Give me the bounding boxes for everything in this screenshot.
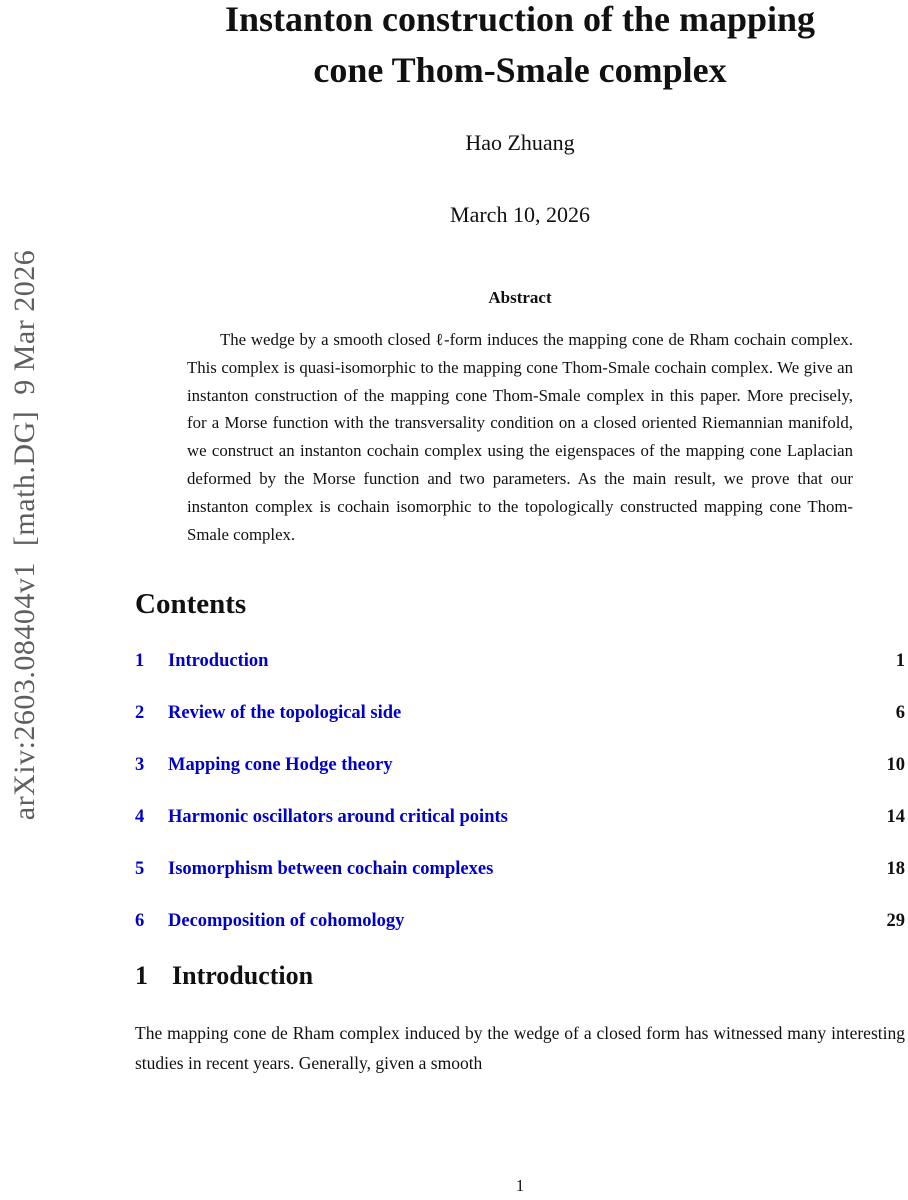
toc-entry-page: 10 — [886, 755, 905, 776]
section-1-title: Introduction — [172, 961, 314, 991]
toc-entry-page: 18 — [886, 859, 905, 880]
paper-title — [135, 0, 905, 96]
toc-entry-page: 1 — [895, 651, 905, 672]
toc-entry-title[interactable]: Review of the topological side — [168, 703, 402, 724]
toc-entry-number[interactable]: 2 — [135, 703, 145, 724]
abstract-heading: Abstract — [488, 288, 552, 307]
toc-entry-harmonic-oscillators[interactable] — [135, 805, 905, 829]
toc-entry-review-topological-side[interactable] — [135, 701, 905, 725]
section-1-number: 1 — [135, 961, 148, 991]
table-of-contents — [135, 649, 905, 933]
paper-date: March 10, 2026 — [450, 202, 590, 227]
toc-entry-title[interactable]: Introduction — [168, 651, 269, 672]
toc-entry-mapping-cone-hodge-theory[interactable] — [135, 753, 905, 777]
page-number: 1 — [515, 1176, 525, 1195]
toc-entry-page: 14 — [886, 807, 905, 828]
toc-entry-title[interactable]: Isomorphism between cochain complexes — [168, 859, 494, 880]
toc-entry-number[interactable]: 5 — [135, 859, 145, 880]
toc-entry-title[interactable]: Decomposition of cohomology — [168, 911, 405, 932]
paper-title-line1: Instanton construction of the mapping — [224, 0, 816, 39]
toc-entry-number[interactable]: 4 — [135, 807, 145, 828]
toc-entry-decomposition-cohomology[interactable] — [135, 909, 905, 933]
toc-entry-introduction[interactable] — [135, 649, 905, 673]
section-1-paragraph: The mapping cone de Rham complex induced by the wedge of a closed form has witnessed many interesting studies in recent years. Generally, given a smooth — [135, 1023, 905, 1074]
paper-content — [135, 0, 905, 1078]
toc-entry-number[interactable]: 6 — [135, 911, 145, 932]
paper-author: Hao Zhuang — [465, 130, 575, 155]
arxiv-watermark: arXiv:2603.08404v1 [math.DG] 9 Mar 2026 — [8, 249, 41, 821]
toc-entry-title[interactable]: Mapping cone Hodge theory — [168, 755, 393, 776]
toc-entry-number[interactable]: 3 — [135, 755, 145, 776]
toc-entry-page: 29 — [886, 911, 905, 932]
paper-title-line2: cone Thom-Smale complex — [313, 50, 727, 90]
toc-entry-page: 6 — [895, 703, 905, 724]
toc-entry-isomorphism-cochain-complexes[interactable] — [135, 857, 905, 881]
contents-heading: Contents — [135, 588, 247, 621]
toc-entry-title[interactable]: Harmonic oscillators around critical points — [168, 807, 508, 828]
toc-entry-number[interactable]: 1 — [135, 651, 145, 672]
section-1-heading — [135, 961, 905, 991]
abstract-text: The wedge by a smooth closed ℓ-form induces the mapping cone de Rham cochain complex. This complex is quasi-isomorphic to the mapping cone Thom-Smale cochain complex. We give an instanton construction of the mapping cone Thom-Smale complex in this paper. More precisely, for a Morse function with the transversality condition on a closed oriented Riemannian manifold, we construct an instanton cochain complex using the eigenspaces of the mapping cone Laplacian deformed by the Morse function and two parameters. As the main result, we prove that our instanton complex is cochain isomorphic to the topologically constructed mapping cone Thom-Smale complex. — [187, 330, 853, 544]
